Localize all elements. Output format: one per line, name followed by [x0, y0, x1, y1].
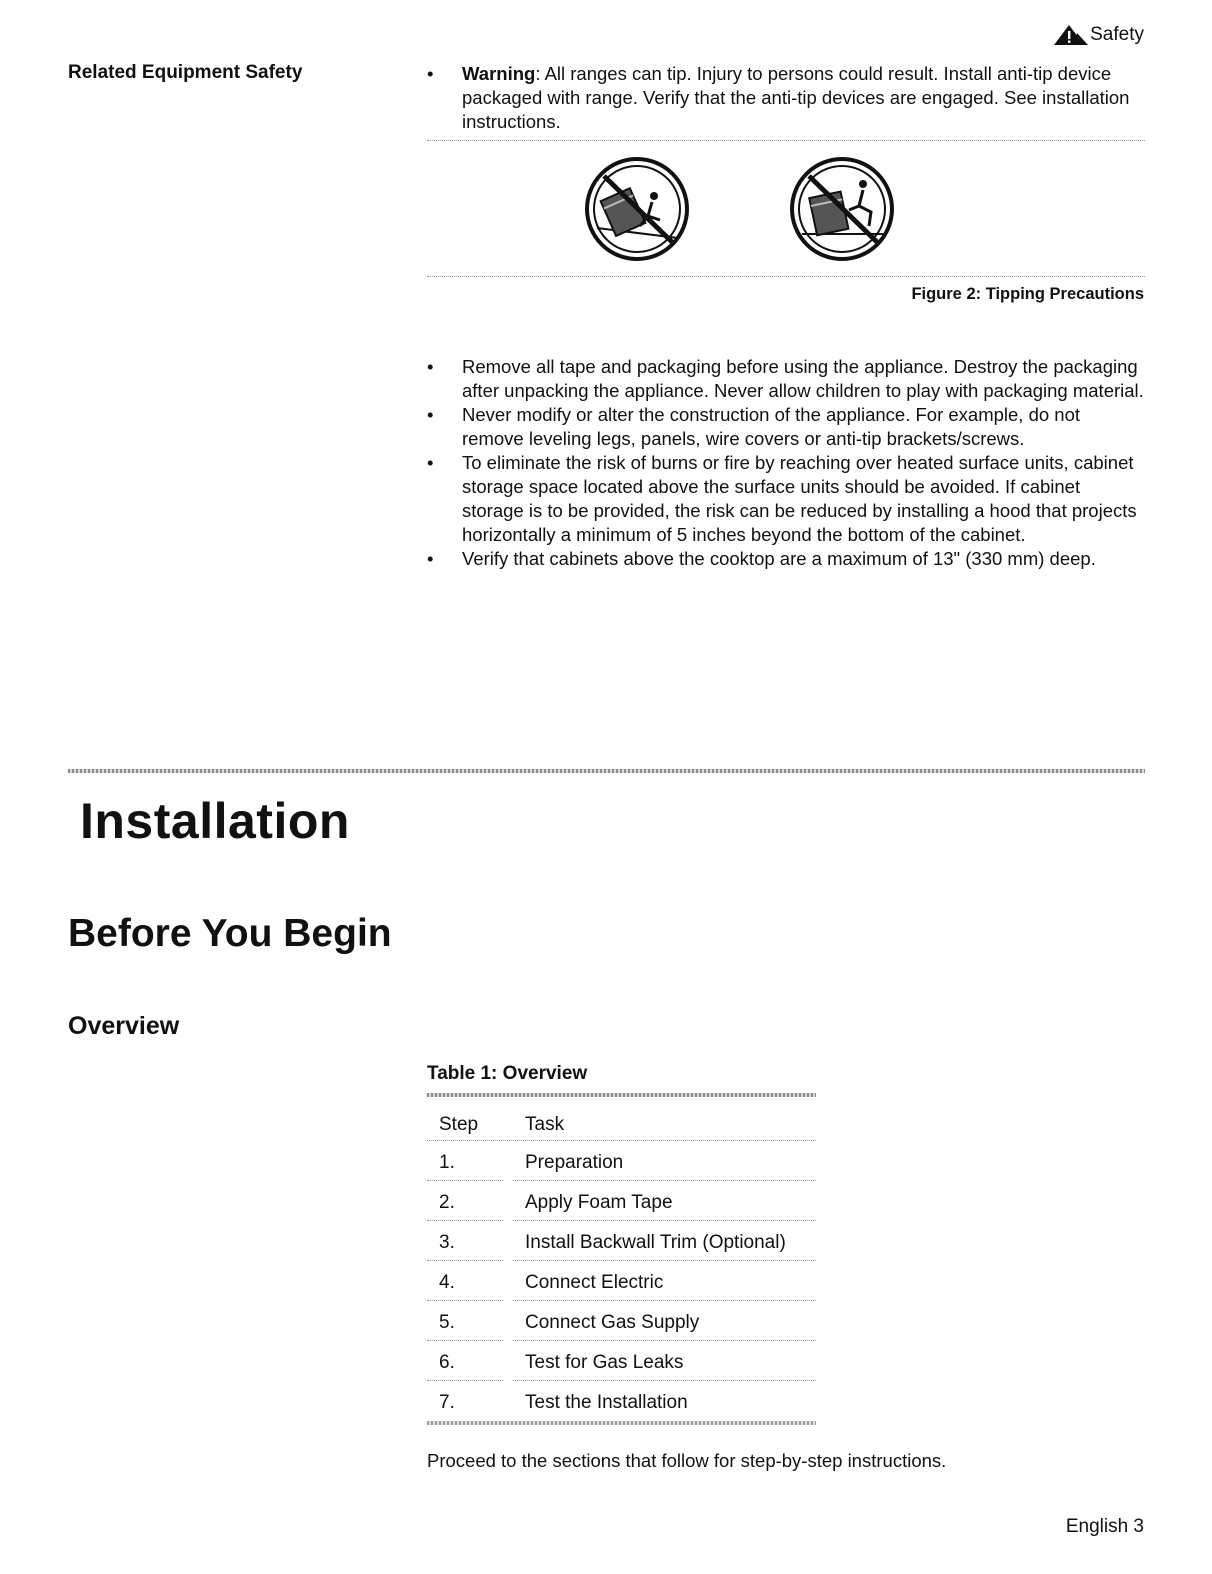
table-row — [427, 1341, 816, 1381]
warning-block — [427, 62, 1145, 134]
figure-bottom-rule — [427, 276, 1145, 277]
no-climbing-on-door-icon — [582, 154, 692, 264]
task-name: Test for Gas Leaks — [525, 1352, 684, 1373]
overview-table — [427, 1093, 816, 1425]
safety-bullet: • Never modify or alter the construction of the appliance. For example, do not remove leveling legs, panels, wire covers or anti-tip brackets/screws. — [427, 403, 1145, 451]
task-name: Apply Foam Tape — [525, 1192, 673, 1213]
task-name: Connect Gas Supply — [525, 1312, 700, 1333]
table-row — [427, 1181, 816, 1221]
table-row — [427, 1381, 816, 1421]
step-number: 1. — [439, 1152, 455, 1173]
column-header-task: Task — [525, 1114, 565, 1135]
section-divider — [68, 769, 1145, 773]
task-name: Install Backwall Trim (Optional) — [525, 1232, 786, 1253]
warning-triangle-icon — [1053, 24, 1089, 46]
proceed-note: Proceed to the sections that follow for step-by-step instructions. — [427, 1450, 947, 1471]
running-header — [1053, 24, 1144, 46]
page-number: English 3 — [1065, 1516, 1144, 1537]
warning-text: : All ranges can tip. Injury to persons could result. Install anti-tip device packaged with range. Verify that the anti-tip devices are engaged. See installation instructions. — [462, 63, 1130, 132]
column-header-step: Step — [439, 1114, 479, 1135]
task-name: Connect Electric — [525, 1272, 664, 1293]
step-number: 7. — [439, 1392, 455, 1413]
header-section-label: Safety — [1090, 24, 1144, 45]
section-title: Before You Begin — [68, 912, 392, 955]
step-number: 5. — [439, 1312, 455, 1333]
no-sitting-on-door-icon — [787, 154, 897, 264]
step-number: 4. — [439, 1272, 455, 1293]
table-header-row — [427, 1097, 816, 1141]
related-equipment-safety-heading: Related Equipment Safety — [68, 62, 303, 83]
safety-bullets — [427, 355, 1145, 571]
safety-bullet: • Verify that cabinets above the cooktop are a maximum of 13" (330 mm) deep. — [427, 547, 1145, 571]
table-title: Table 1: Overview — [427, 1063, 588, 1084]
task-name: Test the Installation — [525, 1392, 688, 1413]
step-number: 3. — [439, 1232, 455, 1253]
chapter-title: Installation — [80, 793, 350, 849]
table-row — [427, 1261, 816, 1301]
table-row — [427, 1141, 816, 1181]
safety-bullet: • Remove all tape and packaging before using the appliance. Destroy the packaging after unpacking the appliance. Never allow children to play with packaging material. — [427, 355, 1145, 403]
warning-bullet — [427, 62, 1145, 134]
safety-bullet: • To eliminate the risk of burns or fire by reaching over heated surface units, cabinet storage space located above the surface units should be avoided. If cabinet storage is to be provided, the risk can be reduced by installing a hood that projects horizontally a minimum of 5 inches beyond the bottom of the cabinet. — [427, 451, 1145, 547]
table-row — [427, 1301, 816, 1341]
tipping-figure — [427, 148, 1145, 268]
warning-label: Warning — [462, 63, 536, 84]
task-name: Preparation — [525, 1152, 624, 1173]
figure-top-rule — [427, 140, 1145, 141]
subsection-title: Overview — [68, 1012, 180, 1040]
table-bottom-rule — [427, 1421, 816, 1425]
figure-caption: Figure 2: Tipping Precautions — [911, 285, 1144, 303]
step-number: 6. — [439, 1352, 455, 1373]
table-row — [427, 1221, 816, 1261]
step-number: 2. — [439, 1192, 455, 1213]
